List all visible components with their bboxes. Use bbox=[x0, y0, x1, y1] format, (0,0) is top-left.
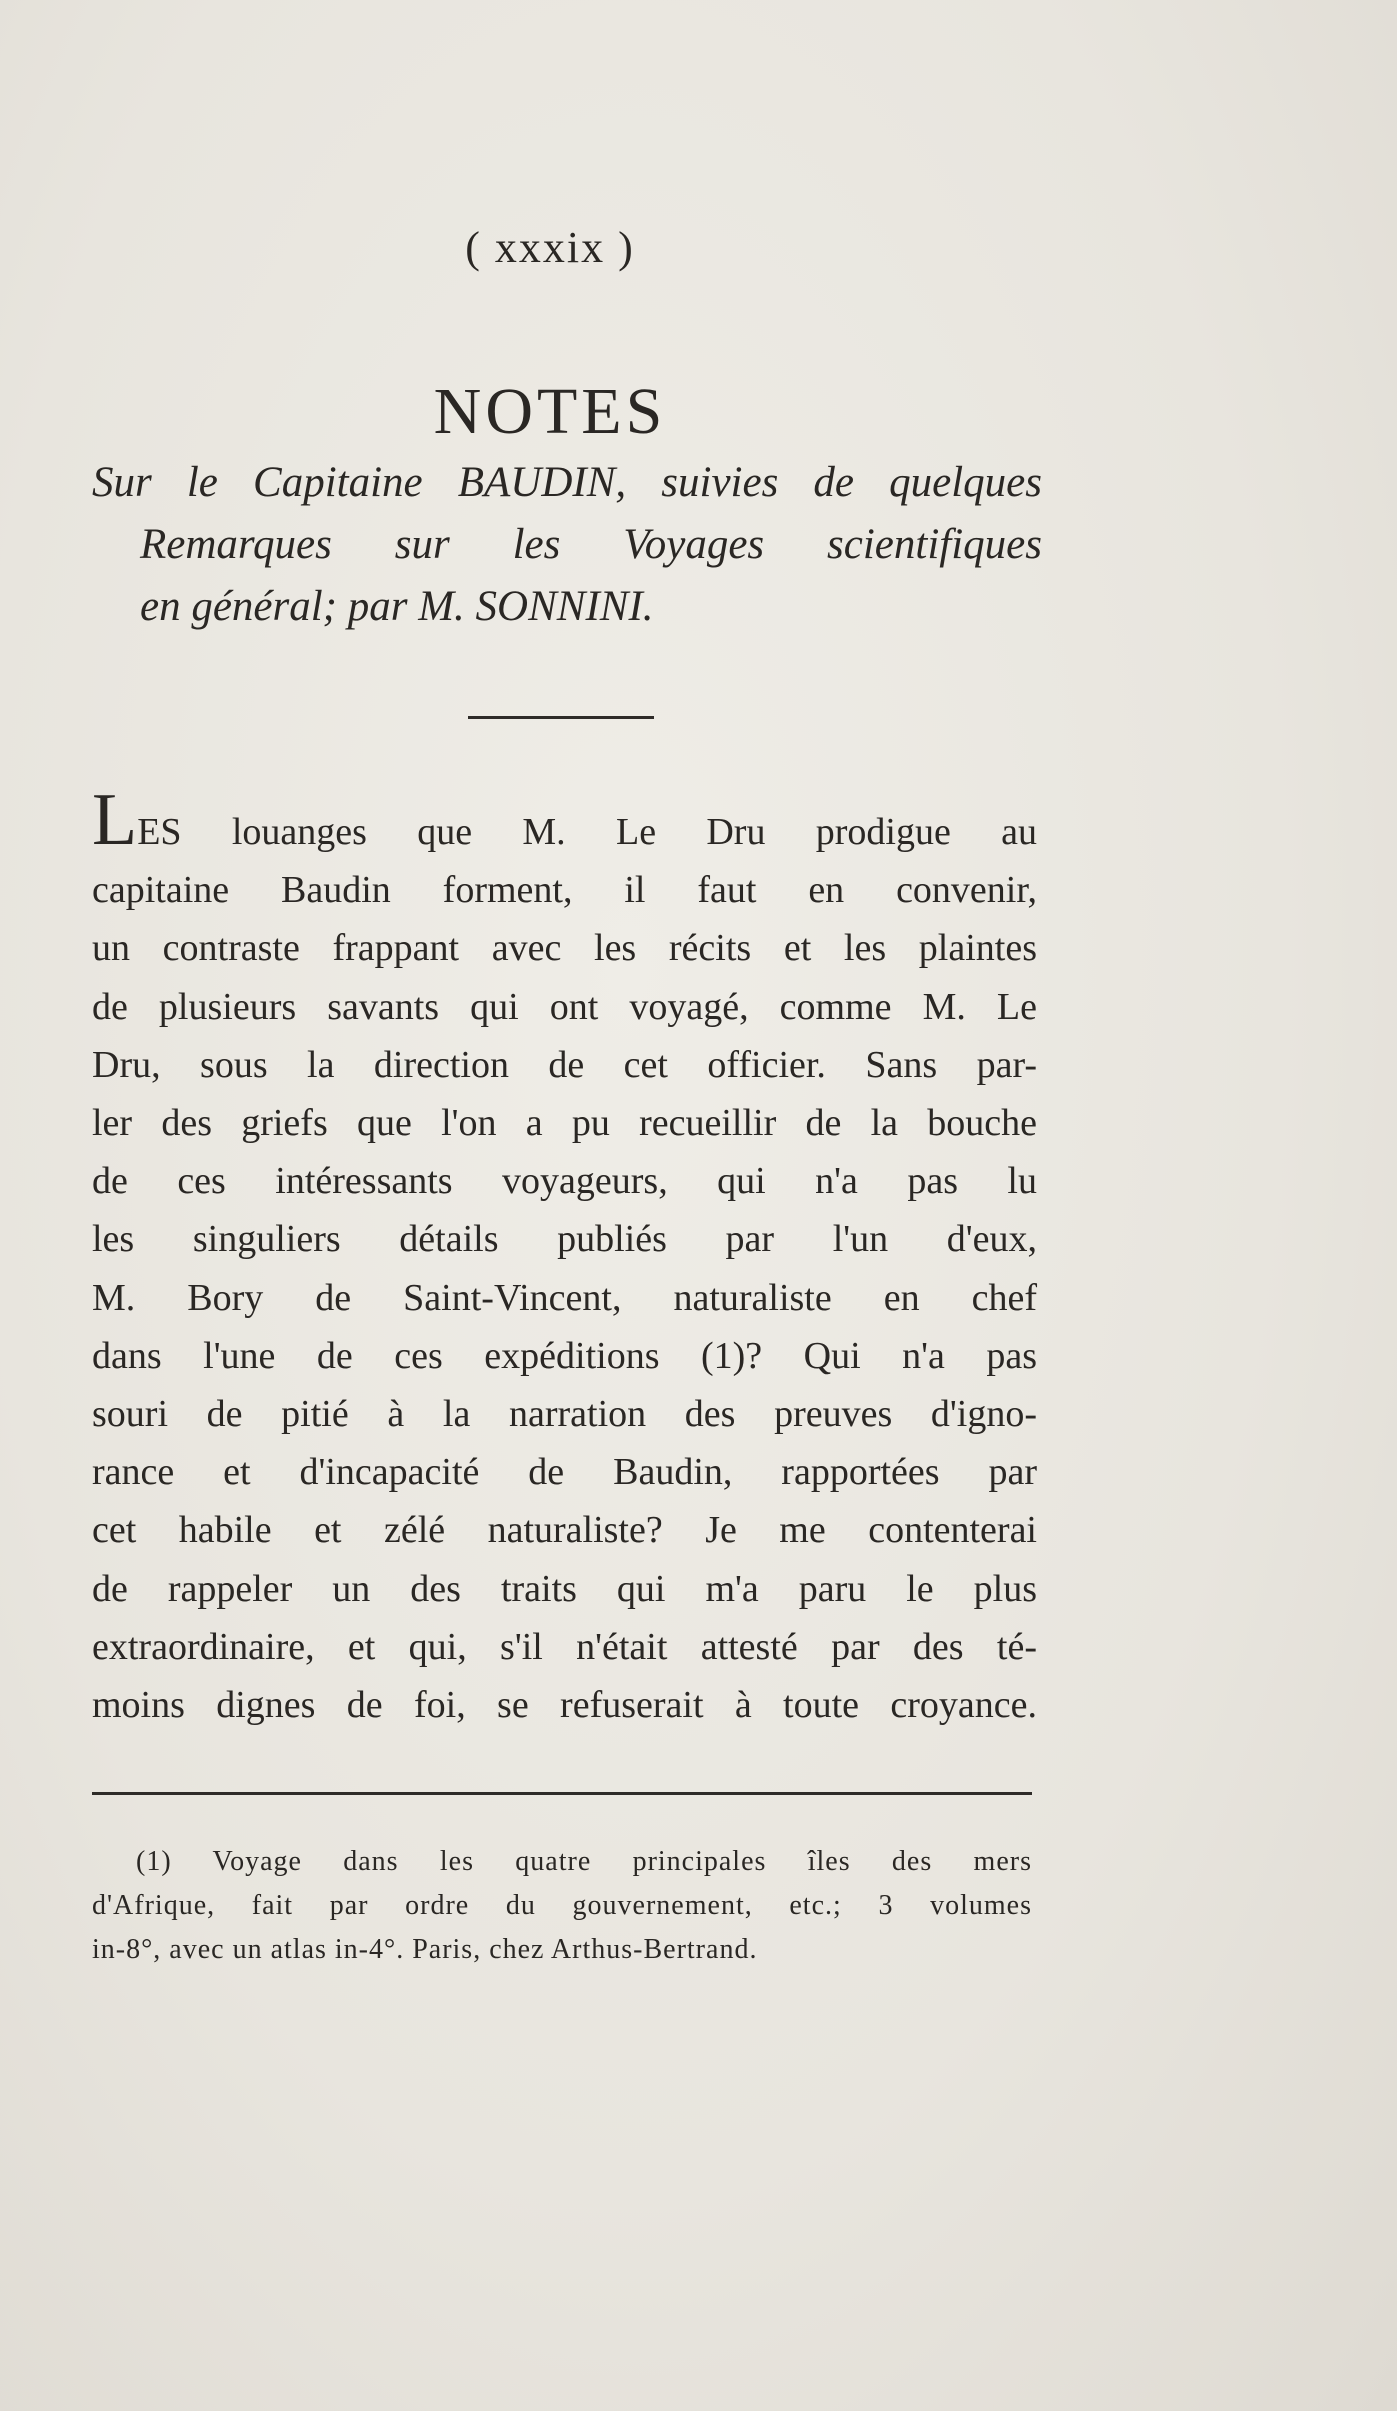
body-line: Dru, sous la direction de cet officier. Sans par- bbox=[92, 1043, 1037, 1086]
body-line: cet habile et zélé naturaliste? Je me contenterai bbox=[92, 1509, 1037, 1552]
footnote bbox=[92, 1840, 1032, 1972]
body-line: de ces intéressants voyageurs, qui n'a pas lu bbox=[92, 1160, 1037, 1203]
footnote-line: in-8°, avec un atlas in-4°. Paris, chez Arthus-Bertrand. bbox=[92, 1934, 758, 1965]
body-line-text: ES louanges que M. Le Dru prodigue au bbox=[137, 811, 1037, 853]
body-line: de rappeler un des traits qui m'a paru le plus bbox=[92, 1567, 1037, 1610]
body-line: de plusieurs savants qui ont voyagé, comme M. Le bbox=[92, 985, 1037, 1028]
body-line: M. Bory de Saint-Vincent, naturaliste en chef bbox=[92, 1276, 1037, 1319]
footnote-divider bbox=[92, 1792, 1032, 1795]
footnote-line: (1) Voyage dans les quatre principales îles des mers bbox=[136, 1846, 1032, 1877]
section-subtitle bbox=[92, 452, 1042, 638]
subtitle-line-1: Sur le Capitaine BAUDIN, suivies de quelques bbox=[92, 459, 1042, 506]
body-paragraph bbox=[92, 779, 1037, 1734]
body-line: moins dignes de foi, se refuserait à toute croyance. bbox=[92, 1684, 1037, 1727]
footnote-line: d'Afrique, fait par ordre du gouvernement, etc.; 3 volumes bbox=[92, 1890, 1032, 1921]
body-line: ler des griefs que l'on a pu recueillir de la bouche bbox=[92, 1102, 1037, 1145]
subtitle-line-3: en général; par M. SONNINI. bbox=[140, 583, 654, 630]
section-divider bbox=[468, 716, 654, 719]
section-heading: NOTES bbox=[433, 375, 667, 449]
body-line: un contraste frappant avec les récits et les plaintes bbox=[92, 927, 1037, 970]
page-number: ( xxxix ) bbox=[465, 223, 635, 272]
body-line: rance et d'incapacité de Baudin, rapportées par bbox=[92, 1451, 1037, 1494]
body-line: capitaine Baudin forment, il faut en convenir, bbox=[92, 869, 1037, 912]
body-line: extraordinaire, et qui, s'il n'était attesté par des té- bbox=[92, 1625, 1037, 1668]
drop-cap: L bbox=[92, 779, 138, 861]
subtitle-line-2: Remarques sur les Voyages scientifiques bbox=[140, 521, 1042, 568]
body-line: souri de pitié à la narration des preuves d'igno- bbox=[92, 1393, 1037, 1436]
body-line bbox=[92, 779, 1037, 861]
body-line: dans l'une de ces expéditions (1)? Qui n'a pas bbox=[92, 1334, 1037, 1377]
body-line: les singuliers détails publiés par l'un d'eux, bbox=[92, 1218, 1037, 1261]
